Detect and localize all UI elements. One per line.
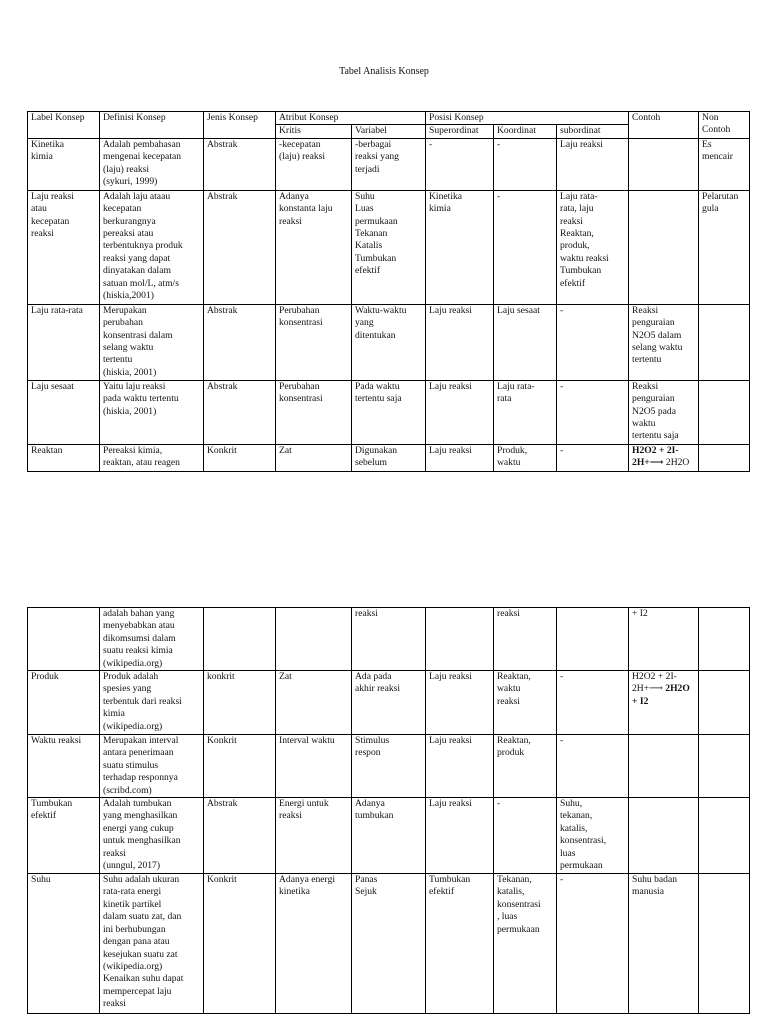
header-variabel: Variabel <box>352 125 426 138</box>
cell-noncontoh: Pelarutan gula <box>699 190 750 304</box>
cell-noncontoh <box>699 798 750 874</box>
cell-label: Produk <box>28 671 100 735</box>
cell-variabel: Adanya tumbukan <box>352 798 426 874</box>
cell-koordinat: Reaktan, produk <box>494 735 557 798</box>
cell-label: Suhu <box>28 874 100 1014</box>
cell-subordinat <box>557 608 629 671</box>
cell-noncontoh <box>699 380 750 444</box>
header-non-contoh: Non Contoh <box>699 112 750 139</box>
cell-jenis: Konkrit <box>204 444 276 471</box>
cell-jenis: konkrit <box>204 671 276 735</box>
cell-label: Laju sesaat <box>28 380 100 444</box>
cell-contoh: Reaksi penguraian N2O5 dalam selang waktu tertentu <box>629 304 699 380</box>
cell-kritis: Energi untuk reaksi <box>276 798 352 874</box>
cell-subordinat: - <box>557 304 629 380</box>
cell-jenis <box>204 608 276 671</box>
cell-definisi: Merupakan interval antara penerimaan suatu stimulus terhadap responnya (scribd.com) <box>100 735 204 798</box>
cell-noncontoh: Es mencair <box>699 138 750 190</box>
cell-contoh: + I2 <box>629 608 699 671</box>
table-row <box>28 735 750 798</box>
contoh-text: 2H2O <box>663 457 690 469</box>
cell-subordinat: - <box>557 735 629 798</box>
table-row <box>28 304 750 380</box>
cell-superordinat: Laju reaksi <box>426 304 494 380</box>
contoh-bold-text: H2O2 + 2I- 2H+⟶ <box>632 444 679 469</box>
cell-jenis: Abstrak <box>204 380 276 444</box>
cell-definisi: Adalah pembahasan mengenai kecepatan (laju) reaksi (sykuri, 1999) <box>100 138 204 190</box>
header-contoh: Contoh <box>629 112 699 139</box>
table-row <box>28 380 750 444</box>
cell-contoh <box>629 190 699 304</box>
cell-kritis: Adanya energi kinetika <box>276 874 352 1014</box>
cell-subordinat: Laju reaksi <box>557 138 629 190</box>
cell-koordinat: - <box>494 798 557 874</box>
header-kritis: Kritis <box>276 125 352 138</box>
table-row <box>28 190 750 304</box>
cell-label: Waktu reaksi <box>28 735 100 798</box>
cell-kritis: Interval waktu <box>276 735 352 798</box>
cell-definisi: Suhu adalah ukuran rata-rata energi kinetik partikel dalam suatu zat, dan ini berhubungan dengan pana atau kesejukan suatu zat (wikipedia.org) Kenaikan suhu dapat mempercepat laju reaksi <box>100 874 204 1014</box>
cell-definisi: Yaitu laju reaksi pada waktu tertentu (hiskia, 2001) <box>100 380 204 444</box>
table-row <box>28 671 750 735</box>
cell-label: Kinetika kimia <box>28 138 100 190</box>
header-label-konsep: Label Konsep <box>28 112 100 139</box>
cell-subordinat: - <box>557 671 629 735</box>
cell-variabel: reaksi <box>352 608 426 671</box>
cell-kritis: -kecepatan (laju) reaksi <box>276 138 352 190</box>
cell-koordinat: Laju rata- rata <box>494 380 557 444</box>
cell-variabel: Panas Sejuk <box>352 874 426 1014</box>
cell-kritis <box>276 608 352 671</box>
table-row <box>28 798 750 874</box>
contoh-text: H2O2 + 2I- 2H+⟶ <box>632 671 677 695</box>
cell-contoh <box>629 671 699 735</box>
cell-label: Laju reaksi atau kecepatan reaksi <box>28 190 100 304</box>
cell-contoh: Suhu badan manusia <box>629 874 699 1014</box>
cell-definisi: adalah bahan yang menyebabkan atau dikomsumsi dalam suatu reaksi kimia (wikipedia.org) <box>100 608 204 671</box>
cell-contoh <box>629 444 699 471</box>
cell-contoh: Reaksi penguraian N2O5 pada waktu tertentu saja <box>629 380 699 444</box>
cell-jenis: Konkrit <box>204 874 276 1014</box>
cell-noncontoh <box>699 304 750 380</box>
header-koordinat: Koordinat <box>494 125 557 138</box>
cell-koordinat: Produk, waktu <box>494 444 557 471</box>
cell-variabel: Stimulus respon <box>352 735 426 798</box>
cell-noncontoh <box>699 671 750 735</box>
cell-variabel: Digunakan sebelum <box>352 444 426 471</box>
concept-table-part-1 <box>27 111 750 472</box>
cell-label: Tumbukan efektif <box>28 798 100 874</box>
cell-kritis: Zat <box>276 671 352 735</box>
cell-contoh <box>629 735 699 798</box>
cell-contoh <box>629 798 699 874</box>
cell-superordinat: Laju reaksi <box>426 444 494 471</box>
cell-definisi: Merupakan perubahan konsentrasi dalam selang waktu tertentu (hiskia, 2001) <box>100 304 204 380</box>
cell-definisi: Adalah laju ataau kecepatan berkurangnya pereaksi atau terbentuknya produk reaksi yang dapat dinyatakan dalam satuan mol/L, atm/s (hiskia,2001) <box>100 190 204 304</box>
cell-jenis: Abstrak <box>204 138 276 190</box>
cell-label: Laju rata-rata <box>28 304 100 380</box>
table-row <box>28 138 750 190</box>
cell-superordinat: Laju reaksi <box>426 798 494 874</box>
cell-superordinat: Tumbukan efektif <box>426 874 494 1014</box>
table-row <box>28 444 750 471</box>
cell-kritis: Perubahan konsentrasi <box>276 380 352 444</box>
cell-superordinat <box>426 608 494 671</box>
cell-koordinat: - <box>494 190 557 304</box>
cell-definisi: Pereaksi kimia, reaktan, atau reagen <box>100 444 204 471</box>
cell-contoh <box>629 138 699 190</box>
header-jenis-konsep: Jenis Konsep <box>204 112 276 139</box>
cell-noncontoh <box>699 444 750 471</box>
header-posisi-konsep: Posisi Konsep <box>426 112 629 125</box>
cell-variabel: -berbagai reaksi yang terjadi <box>352 138 426 190</box>
cell-noncontoh <box>699 874 750 1014</box>
cell-koordinat: Laju sesaat <box>494 304 557 380</box>
cell-variabel: Ada pada akhir reaksi <box>352 671 426 735</box>
contoh-bold-text: 2H2O + I2 <box>632 683 690 707</box>
cell-variabel: Pada waktu tertentu saja <box>352 380 426 444</box>
cell-superordinat: - <box>426 138 494 190</box>
cell-subordinat: Laju rata- rata, laju reaksi Reaktan, produk, waktu reaksi Tumbukan efektif <box>557 190 629 304</box>
cell-subordinat: - <box>557 874 629 1014</box>
cell-kritis: Adanya konstanta laju reaksi <box>276 190 352 304</box>
header-superordinat: Superordinat <box>426 125 494 138</box>
cell-koordinat: Tekanan, katalis, konsentrasi , luas permukaan <box>494 874 557 1014</box>
cell-superordinat: Laju reaksi <box>426 380 494 444</box>
cell-jenis: Konkrit <box>204 735 276 798</box>
cell-koordinat: - <box>494 138 557 190</box>
page-title: Tabel Analisis Konsep <box>339 66 429 77</box>
cell-kritis: Perubahan konsentrasi <box>276 304 352 380</box>
cell-subordinat: Suhu, tekanan, katalis, konsentrasi, luas permukaan <box>557 798 629 874</box>
cell-variabel: Suhu Luas permukaan Tekanan Katalis Tumbukan efektif <box>352 190 426 304</box>
cell-koordinat: reaksi <box>494 608 557 671</box>
table-row <box>28 874 750 1014</box>
cell-noncontoh <box>699 735 750 798</box>
cell-superordinat: Laju reaksi <box>426 735 494 798</box>
cell-koordinat: Reaktan, waktu reaksi <box>494 671 557 735</box>
cell-subordinat: - <box>557 380 629 444</box>
cell-jenis: Abstrak <box>204 798 276 874</box>
cell-noncontoh <box>699 608 750 671</box>
cell-jenis: Abstrak <box>204 190 276 304</box>
header-atribut-konsep: Atribut Konsep <box>276 112 426 125</box>
cell-label: Reaktan <box>28 444 100 471</box>
cell-superordinat: Laju reaksi <box>426 671 494 735</box>
cell-subordinat: - <box>557 444 629 471</box>
header-subordinat: subordinat <box>557 125 629 138</box>
cell-kritis: Zat <box>276 444 352 471</box>
table-row <box>28 608 750 671</box>
cell-label <box>28 608 100 671</box>
cell-variabel: Waktu-waktu yang ditentukan <box>352 304 426 380</box>
cell-definisi: Adalah tumbukan yang menghasilkan energi yang cukup untuk menghasilkan reaksi (unngul, 2017) <box>100 798 204 874</box>
header-definisi-konsep: Definisi Konsep <box>100 112 204 139</box>
cell-jenis: Abstrak <box>204 304 276 380</box>
concept-table-part-2 <box>27 607 750 1014</box>
cell-definisi: Produk adalah spesies yang terbentuk dari reaksi kimia (wikipedia.org) <box>100 671 204 735</box>
cell-superordinat: Kinetika kimia <box>426 190 494 304</box>
